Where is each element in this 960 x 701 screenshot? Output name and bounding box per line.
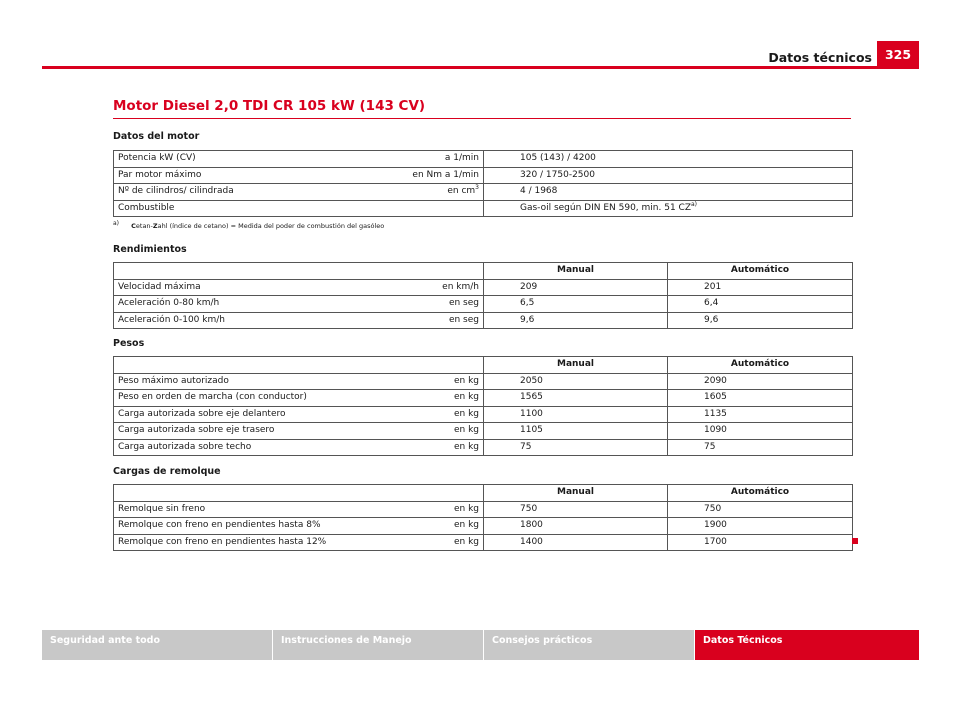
row-manual: 2050	[484, 373, 668, 390]
row-unit: en kg	[344, 501, 484, 518]
footnote-text: ahl (índice de cetano) = Medida del poder de combustión del gasóleo	[157, 222, 385, 230]
row-unit: en kg	[344, 423, 484, 440]
table-header-row	[114, 357, 853, 374]
row-automatic: 9,6	[668, 312, 853, 329]
table-row	[114, 439, 853, 456]
table-row	[114, 312, 853, 329]
row-label: Velocidad máxima	[114, 279, 344, 296]
section-rule	[113, 118, 851, 119]
row-automatic: 2090	[668, 373, 853, 390]
footer-tab-datos-tecnicos[interactable]: Datos Técnicos	[695, 630, 919, 660]
row-label: Potencia kW (CV)	[114, 151, 344, 168]
page-header-title: Datos técnicos	[768, 50, 872, 65]
row-value: 320 / 1750-2500	[484, 167, 853, 184]
table-header-row	[114, 485, 853, 502]
header-rule	[42, 66, 919, 69]
page-number: 325	[877, 41, 919, 67]
footnote-bold: Z	[152, 222, 158, 230]
row-automatic: 1900	[668, 518, 853, 535]
table-row	[114, 390, 853, 407]
row-label: Nº de cilindros/ cilindrada	[114, 184, 344, 201]
row-manual: 1105	[484, 423, 668, 440]
row-unit: en kg	[344, 534, 484, 551]
row-unit: en kg	[344, 373, 484, 390]
row-label: Combustible	[114, 200, 344, 217]
weights-heading: Pesos	[113, 338, 145, 349]
footnote-bold: C	[131, 222, 136, 230]
row-manual: 1400	[484, 534, 668, 551]
column-header-manual: Manual	[484, 357, 668, 374]
row-manual: 1565	[484, 390, 668, 407]
row-automatic: 75	[668, 439, 853, 456]
row-label: Remolque sin freno	[114, 501, 344, 518]
footnote	[113, 219, 385, 230]
row-automatic: 750	[668, 501, 853, 518]
row-manual: 1800	[484, 518, 668, 535]
row-manual: 750	[484, 501, 668, 518]
row-manual: 9,6	[484, 312, 668, 329]
footnote-ref: a)	[690, 200, 698, 208]
row-label: Peso máximo autorizado	[114, 373, 344, 390]
row-value: 105 (143) / 4200	[484, 151, 853, 168]
row-unit: en km/h	[344, 279, 484, 296]
header-blank	[114, 357, 484, 374]
column-header-automatic: Automático	[668, 263, 853, 280]
column-header-automatic: Automático	[668, 357, 853, 374]
row-value: 4 / 1968	[484, 184, 853, 201]
table-row	[114, 406, 853, 423]
row-unit: en kg	[344, 406, 484, 423]
row-manual: 1100	[484, 406, 668, 423]
row-automatic: 1135	[668, 406, 853, 423]
row-unit	[344, 184, 484, 201]
row-unit: en kg	[344, 390, 484, 407]
table-row	[114, 518, 853, 535]
table-row	[114, 167, 853, 184]
table-header-row	[114, 263, 853, 280]
row-label: Carga autorizada sobre eje delantero	[114, 406, 344, 423]
row-value	[484, 200, 853, 217]
footnote-marker: a)	[113, 219, 120, 227]
end-of-section-marker	[852, 538, 858, 544]
unit-superscript: 3	[475, 184, 479, 192]
footer-tab-instrucciones[interactable]: Instrucciones de Manejo	[273, 630, 484, 660]
performance-table	[113, 262, 853, 329]
row-automatic: 1700	[668, 534, 853, 551]
table-row	[114, 200, 853, 217]
row-unit: en seg	[344, 296, 484, 313]
table-row	[114, 296, 853, 313]
table-row	[114, 373, 853, 390]
row-unit: a 1/min	[344, 151, 484, 168]
row-unit: en Nm a 1/min	[344, 167, 484, 184]
column-header-manual: Manual	[484, 485, 668, 502]
value-text: Gas-oil según DIN EN 590, min. 51 CZ	[520, 202, 691, 213]
row-automatic: 1090	[668, 423, 853, 440]
row-label: Aceleración 0-100 km/h	[114, 312, 344, 329]
row-label: Remolque con freno en pendientes hasta 8%	[114, 518, 344, 535]
row-label: Par motor máximo	[114, 167, 344, 184]
footnote-text: etan-	[135, 222, 153, 230]
row-label: Carga autorizada sobre techo	[114, 439, 344, 456]
row-manual: 75	[484, 439, 668, 456]
column-header-manual: Manual	[484, 263, 668, 280]
row-label: Aceleración 0-80 km/h	[114, 296, 344, 313]
header-blank	[114, 263, 484, 280]
table-row	[114, 423, 853, 440]
column-header-automatic: Automático	[668, 485, 853, 502]
row-label: Carga autorizada sobre eje trasero	[114, 423, 344, 440]
engine-table	[113, 150, 853, 217]
table-row	[114, 279, 853, 296]
table-row	[114, 501, 853, 518]
row-manual: 6,5	[484, 296, 668, 313]
performance-heading: Rendimientos	[113, 244, 187, 255]
row-unit: en seg	[344, 312, 484, 329]
row-unit: en kg	[344, 518, 484, 535]
row-unit	[344, 200, 484, 217]
unit-text: en cm	[447, 186, 476, 197]
row-label: Peso en orden de marcha (con conductor)	[114, 390, 344, 407]
footer-tab-seguridad[interactable]: Seguridad ante todo	[42, 630, 273, 660]
footer-nav	[42, 630, 919, 660]
row-automatic: 1605	[668, 390, 853, 407]
row-label: Remolque con freno en pendientes hasta 12%	[114, 534, 344, 551]
table-row	[114, 151, 853, 168]
table-row	[114, 534, 853, 551]
row-automatic: 6,4	[668, 296, 853, 313]
engine-heading: Datos del motor	[113, 131, 200, 142]
section-title: Motor Diesel 2,0 TDI CR 105 kW (143 CV)	[113, 98, 426, 114]
trailer-heading: Cargas de remolque	[113, 466, 221, 477]
header-blank	[114, 485, 484, 502]
footer-tab-consejos[interactable]: Consejos prácticos	[484, 630, 695, 660]
table-row	[114, 184, 853, 201]
trailer-table	[113, 484, 853, 551]
row-automatic: 201	[668, 279, 853, 296]
weights-table	[113, 356, 853, 456]
row-manual: 209	[484, 279, 668, 296]
row-unit: en kg	[344, 439, 484, 456]
